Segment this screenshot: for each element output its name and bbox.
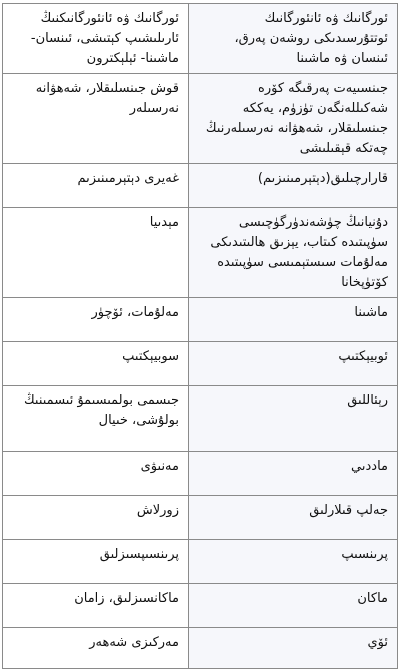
definition-cell: زورلاش bbox=[3, 496, 189, 540]
term-cell: پرىنسىپ bbox=[189, 540, 398, 584]
definition-cell: مەنىۋى bbox=[3, 452, 189, 496]
term-cell: ئورگانىك ۋە ئانئورگانىك ئوتتۇرسىدىكى روشەن پەرق، ئىنسان ۋە ماشىنا bbox=[189, 4, 398, 74]
term-cell: ماكان bbox=[189, 584, 398, 628]
definition-cell: قوش جىنسلىقلار، شەھۋانە نەرسىلەر bbox=[3, 74, 189, 164]
definition-cell: سوبيېكتىپ bbox=[3, 342, 189, 386]
table-row bbox=[3, 298, 398, 342]
table-row bbox=[3, 386, 398, 452]
term-cell: ماشىنا bbox=[189, 298, 398, 342]
table-row bbox=[3, 584, 398, 628]
definition-cell: پرىنسىپسىزلىق bbox=[3, 540, 189, 584]
term-cell: دۇنيانىڭ چۈشەندۈرگۈچىسى سۈپىتىدە كىتاب، يېزىق ھالىتىدىكى مەلۇمات سىستېمىسى سۈپىتىدە كۆتۈپخانا bbox=[189, 208, 398, 298]
table-row bbox=[3, 540, 398, 584]
term-cell: ماددىي bbox=[189, 452, 398, 496]
term-cell: ئۆي bbox=[189, 628, 398, 669]
definition-cell: ماكانسىزلىق، زامان bbox=[3, 584, 189, 628]
definition-cell: مەركىزى شەھەر bbox=[3, 628, 189, 669]
term-cell: قارارچىلىق(دېتېرمىنىزىم) bbox=[189, 164, 398, 208]
table-row bbox=[3, 496, 398, 540]
term-cell: رېئاللىق bbox=[189, 386, 398, 452]
term-cell: جەلپ قىلارلىق bbox=[189, 496, 398, 540]
table-row bbox=[3, 4, 398, 74]
table-row bbox=[3, 74, 398, 164]
table-row bbox=[3, 342, 398, 386]
table-row bbox=[3, 628, 398, 669]
table-row bbox=[3, 164, 398, 208]
definition-cell: جىسمى بولمىسىمۇ ئىسمىنىڭ بولۇشى، خىيال bbox=[3, 386, 189, 452]
definition-cell: ئورگانىك ۋە ئانئورگانىكنىڭ ئارىلىشىپ كېتىشى، ئىنسان- ماشىنا- ئېلېكترون bbox=[3, 4, 189, 74]
definition-cell: مېدىيا bbox=[3, 208, 189, 298]
term-cell: جىنسىيەت پەرقىگە كۆرە شەكىللەنگەن تۈزۈم، يەككە جىنسلىقلار، شەھۋانە نەرسىلەرنىڭ چەتكە قېقىلىشى bbox=[189, 74, 398, 164]
definition-cell: مەلۇمات، ئۆچۈر bbox=[3, 298, 189, 342]
term-cell: ئوبيېكتىپ bbox=[189, 342, 398, 386]
comparison-table bbox=[2, 3, 398, 669]
table-row bbox=[3, 452, 398, 496]
table-body bbox=[3, 4, 398, 669]
definition-cell: غەيرى دېتېرمىنىزىم bbox=[3, 164, 189, 208]
table-row bbox=[3, 208, 398, 298]
